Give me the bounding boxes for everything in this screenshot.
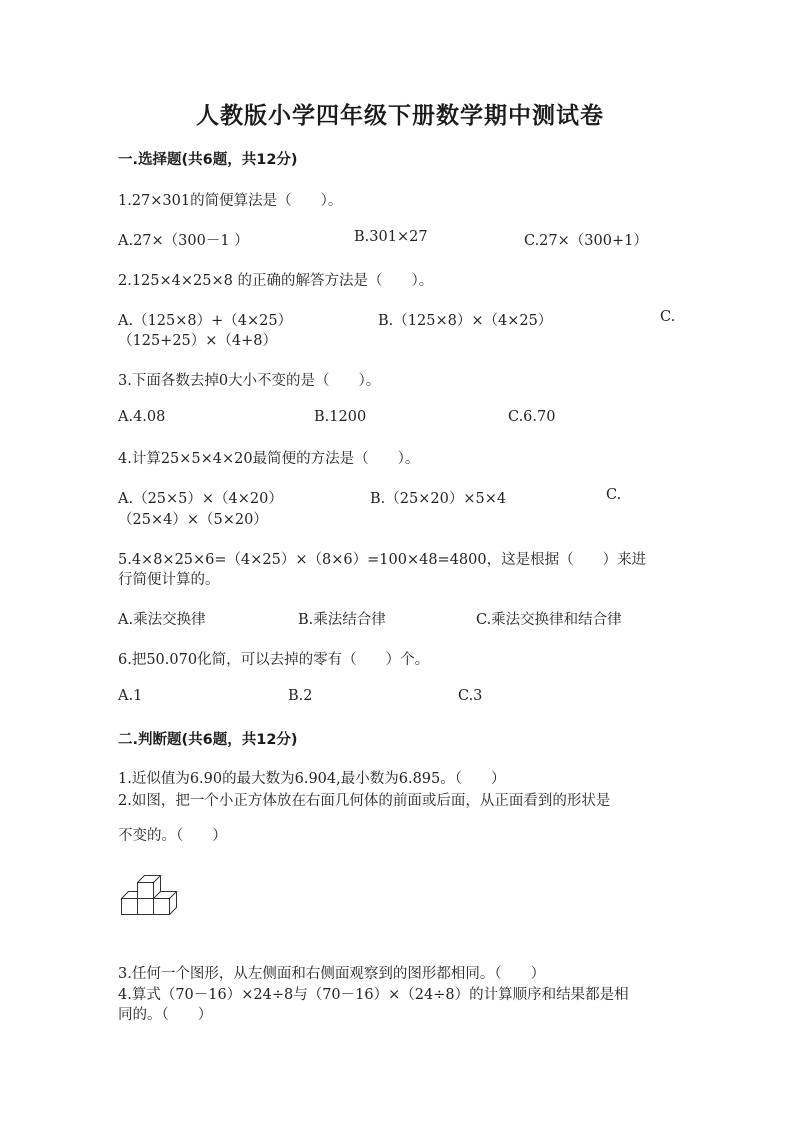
q6-option-b: B.2 [288, 688, 313, 704]
judgement-2-continued: 不变的。（ ） [118, 828, 227, 844]
q4-option-a: A.（25×5）×（4×20） [118, 491, 283, 507]
q2-option-c: C. [660, 309, 676, 325]
question-1: 1.27×301的简便算法是（ ）。 [118, 193, 343, 209]
judgement-2: 2.如图，把一个小正方体放在右面几何体的前面或后面，从正面看到的形状是 [118, 793, 611, 809]
q3-option-b: B.1200 [314, 409, 367, 425]
judgement-4: 4.算式（70－16）×24÷8与（70－16）×（24÷8）的计算顺序和结果都是相 [118, 987, 629, 1003]
q4-option-c: C. [606, 487, 622, 503]
judgement-1: 1.近似值为6.90的最大数为6.904,最小数为6.895。（ ） [118, 771, 506, 787]
q4-option-b: B.（25×20）×5×4 [370, 491, 507, 507]
q3-option-a: A.4.08 [118, 409, 166, 425]
stacked-cubes-icon [118, 874, 184, 920]
q6-option-a: A.1 [118, 688, 143, 704]
q5-option-b: B.乘法结合律 [298, 612, 386, 628]
judgement-4-continued: 同的。（ ） [118, 1007, 213, 1023]
q1-option-c: C.27×（300+1） [524, 233, 648, 249]
question-4: 4.计算25×5×4×20最简便的方法是（ ）。 [118, 451, 420, 467]
q1-option-b: B.301×27 [354, 229, 428, 245]
page-title: 人教版小学四年级下册数学期中测试卷 [196, 102, 604, 129]
question-5-continued: 行简便计算的。 [118, 572, 220, 588]
q5-option-a: A.乘法交换律 [118, 612, 206, 628]
q5-option-c: C.乘法交换律和结合律 [476, 612, 622, 628]
question-5: 5.4×8×25×6=（4×25）×（8×6）=100×48=4800，这是根据（ ）来进 [118, 552, 647, 568]
q2-option-c-text: （125+25）×（4+8） [118, 333, 278, 349]
question-6: 6.把50.070化简，可以去掉的零有（ ）个。 [118, 652, 430, 668]
q2-option-a: A.（125×8）+（4×25） [118, 313, 293, 329]
q2-option-b: B.（125×8）×（4×25） [378, 313, 553, 329]
question-3: 3.下面各数去掉0大小不变的是（ ）。 [118, 373, 381, 389]
q1-option-a: A.27×（300－1 ） [118, 233, 249, 249]
q6-option-c: C.3 [458, 688, 483, 704]
q4-option-c-text: （25×4）×（5×20） [118, 512, 268, 528]
question-2: 2.125×4×25×8 的正确的解答方法是（ ）。 [118, 273, 434, 289]
section-heading-choice: 一.选择题(共6题，共12分) [118, 152, 298, 168]
q3-option-c: C.6.70 [508, 409, 556, 425]
judgement-3: 3.任何一个图形，从左侧面和右侧面观察到的图形都相同。（ ） [118, 966, 546, 982]
section-heading-judgement: 二.判断题(共6题，共12分) [118, 732, 298, 748]
